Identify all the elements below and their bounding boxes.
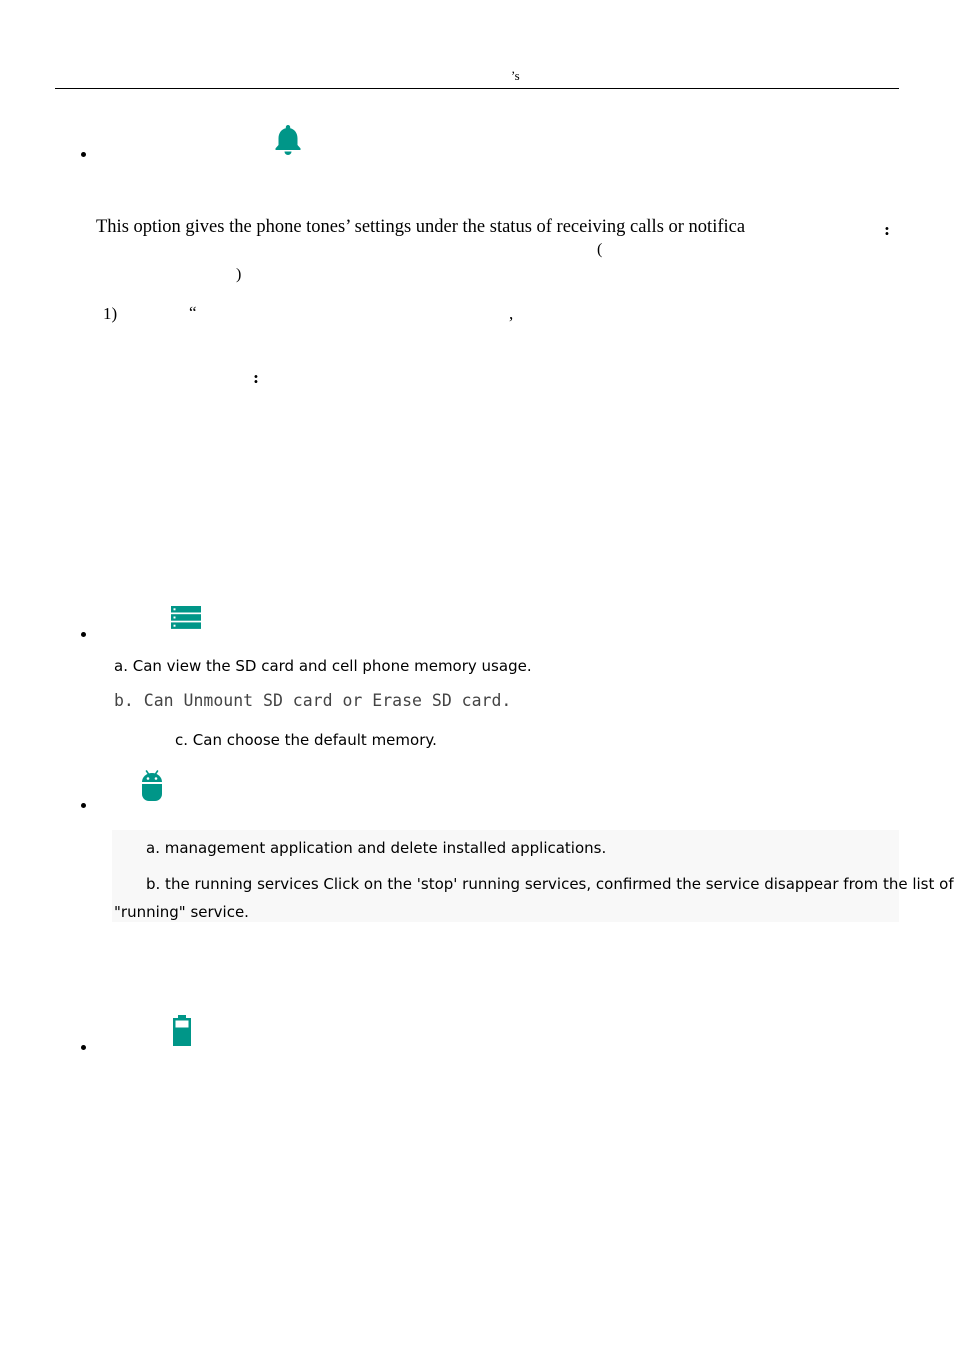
header-rule	[55, 88, 899, 89]
bullet-storage	[81, 632, 86, 637]
page-header-text: ’s	[511, 68, 520, 83]
android-icon	[141, 770, 163, 802]
apps-item-a: a. management application and delete installed applications.	[146, 839, 607, 857]
sound-colon-2: :	[253, 368, 259, 387]
bullet-apps	[81, 803, 86, 808]
sound-intro-text: This option gives the phone tones’ settings under the status of receiving calls or notifica	[96, 217, 746, 237]
sound-intro-colon: :	[884, 220, 890, 239]
storage-icon	[171, 606, 201, 629]
sound-comma: ,	[509, 304, 514, 323]
storage-item-a: a. Can view the SD card and cell phone memory usage.	[114, 657, 532, 675]
battery-icon	[171, 1015, 193, 1047]
sound-paren-close: )	[236, 266, 242, 283]
bullet-sound	[81, 152, 86, 157]
bullet-battery	[81, 1045, 86, 1050]
apps-item-b-line2: "running" service.	[114, 903, 249, 921]
bell-icon	[274, 123, 302, 155]
sound-paren-open: (	[597, 241, 603, 258]
sound-item-number: 1)	[103, 304, 118, 323]
storage-item-c: c. Can choose the default memory.	[175, 731, 437, 749]
apps-item-b-line1: b. the running services Click on the 'stop' running services, confirmed the service disappear from the list of	[146, 875, 954, 893]
sound-quote-open: “	[189, 303, 197, 322]
storage-item-b: b. Can Unmount SD card or Erase SD card.	[114, 691, 512, 710]
